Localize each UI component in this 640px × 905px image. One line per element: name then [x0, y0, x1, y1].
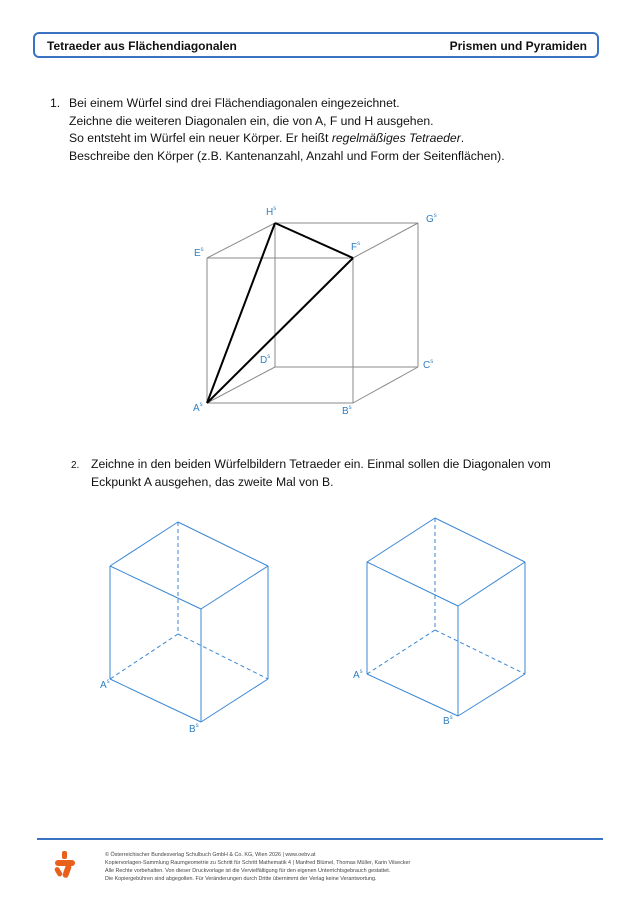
task-1-line-3-end: .: [460, 131, 465, 145]
label-G: $G^s$: [426, 213, 437, 225]
cube-2-label-A: $A^s$: [100, 679, 110, 691]
cube-2: [110, 522, 268, 722]
label-D: $D^s$: [260, 354, 271, 366]
cube-2-label-B: $B^s$: [189, 723, 199, 735]
diagonal-AF: [207, 258, 353, 403]
label-H: $H^s$: [266, 206, 277, 218]
cube-3-label-A: $A^s$: [353, 669, 363, 681]
cube-2-hidden-edges: [110, 522, 268, 679]
cube-2-edge-bottom-AB: [110, 679, 201, 722]
footer-copyright: [105, 851, 585, 883]
task-1-number: 1.: [50, 96, 61, 110]
footer-line-3: Alle Rechte vorbehalten. Von dieser Druckvorlage ist die Vervielfältigung für den eigenen Unterrichtsgebrauch gestattet.: [105, 868, 391, 874]
task-1-line-3-text: So entsteht im Würfel ein neuer Körper. Er heißt: [69, 131, 332, 145]
task-1-line-1: Bei einem Würfel sind drei Flächendiagonalen eingezeichnet.: [69, 96, 400, 110]
footer-line-4: Die Kopiergebühren sind abgegolten. Für Veränderungen durch Dritte übernimmt der Verlag keine Verantwortung.: [105, 876, 377, 882]
footer-line-1: © Österreichischer Bundesverlag Schulbuch GmbH & Co. KG, Wien 2026 | www.oebv.at: [105, 852, 316, 858]
cube-3-label-B: $B^s$: [443, 715, 453, 727]
cube-3-hidden-edges: [367, 518, 525, 674]
task-1-line-2: Zeichne die weiteren Diagonalen ein, die von A, F und H ausgehen.: [69, 113, 434, 128]
cube-3-edge-top-left: [367, 518, 435, 562]
cube-3: [367, 518, 525, 716]
task-2-line-1: Zeichne in den beiden Würfelbildern Tetraeder ein. Einmal sollen die Diagonalen vom: [91, 457, 551, 471]
cube-3-edge-top-front-right: [458, 562, 525, 606]
label-C: $C^s$: [423, 359, 434, 371]
diagonal-HF: [275, 223, 353, 258]
cube-3-edge-top-front-left: [367, 562, 458, 606]
label-B: $B^s$: [342, 405, 352, 417]
cube-3-edge-top-right: [435, 518, 525, 562]
cube-2-edge-top-left: [110, 522, 178, 566]
cube-2-edge-top-right: [178, 522, 268, 566]
cube-2-edge-bottom-right: [201, 679, 268, 722]
task-2-text: [91, 456, 611, 491]
cube-3-edge-bottom-right: [458, 674, 525, 716]
worksheet-title: Tetraeder aus Flächendiagonalen: [47, 39, 237, 53]
cube-2-edge-top-front-left: [110, 566, 201, 609]
worksheet-topic: Prismen und Pyramiden: [449, 39, 587, 53]
label-A: $A^s$: [193, 402, 203, 414]
task-2-line-2: Eckpunkt A ausgehen, das zweite Mal von B.: [91, 474, 334, 489]
diagonal-AH: [207, 223, 275, 403]
publisher-logo: [54, 851, 75, 879]
cube-1-edge-BC: [353, 367, 418, 403]
label-F: $F^s$: [351, 241, 361, 253]
cube-2-edge-top-front-right: [201, 566, 268, 609]
cube-1-edge-AD: [207, 367, 275, 403]
task-1-line-4: Beschreibe den Körper (z.B. Kantenanzahl, Anzahl und Form der Seitenflächen).: [69, 148, 505, 163]
cube-1: [207, 223, 418, 403]
task-2-number: 2.: [71, 460, 80, 471]
label-E: $E^s$: [194, 247, 204, 259]
cube-3-edge-bottom-AB: [367, 674, 458, 716]
footer-line-2: Kopiervorlagen-Sammlung Raumgeometrie zu Schritt für Schritt Mathematik 4 | Manfred Blümel, Thomas Müller, Karin Vilsecker: [105, 860, 411, 866]
footer-divider: [37, 838, 603, 840]
cube-1-diagonals: [207, 223, 353, 403]
task-1-emphasis: regelmäßiges Tetraeder: [331, 131, 461, 145]
cube-1-edge-FG: [353, 223, 418, 258]
